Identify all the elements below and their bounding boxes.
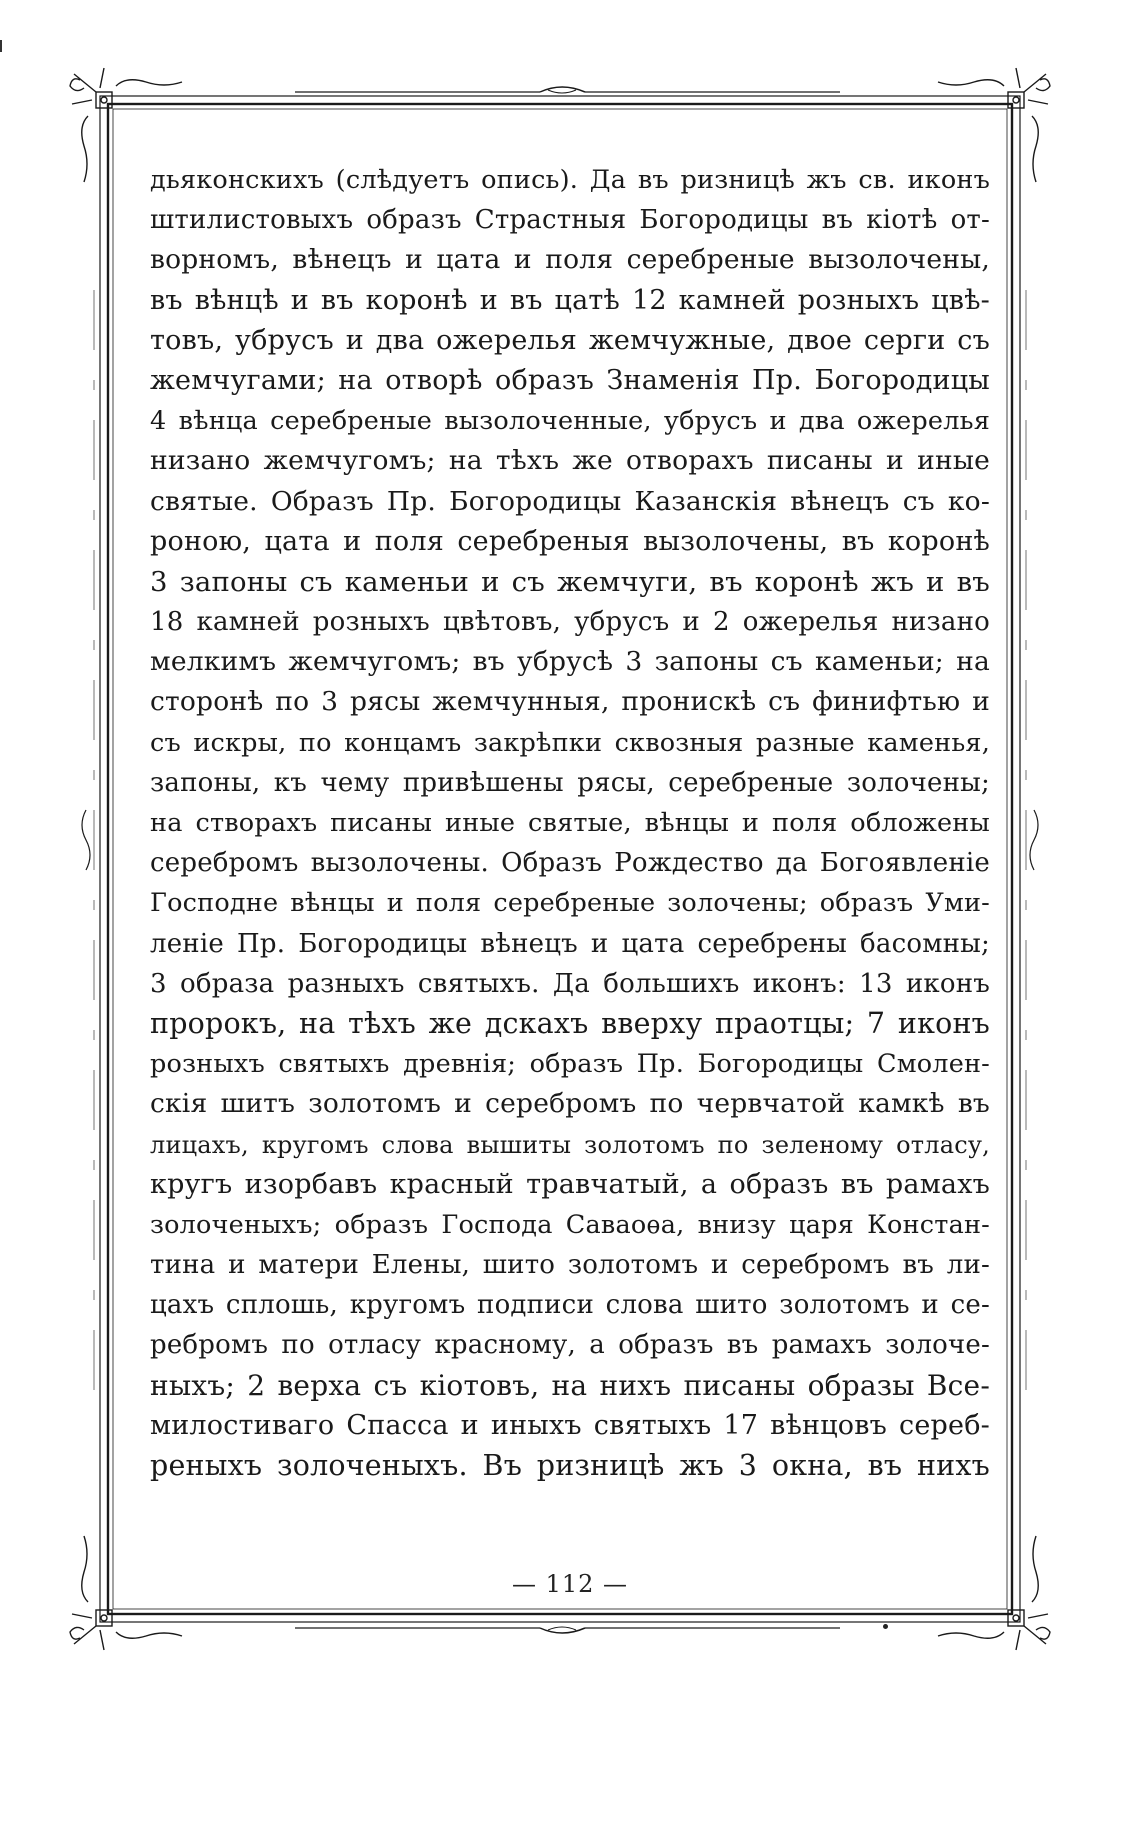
text-line: скія шитъ золотомъ и серебромъ по червчатой камкѣ въ — [150, 1088, 990, 1120]
text-line: сторонѣ по 3 рясы жемчунныя, пронискѣ съ финифтью и — [150, 686, 990, 718]
text-line: низано жемчугомъ; на тѣхъ же отворахъ писаны и иные — [150, 445, 990, 477]
text-line: 4 вѣнца серебреные вызолоченные, убрусъ и два ожерелья — [150, 406, 990, 437]
text-line: леніе Пр. Богородицы вѣнецъ и цата серебрены басомны; — [150, 928, 990, 959]
text-line: 3 образа разныхъ святыхъ. Да большихъ иконъ: 13 иконъ — [150, 968, 990, 999]
text-line: лицахъ, кругомъ слова вышиты золотомъ по зеленому отласу, — [150, 1130, 990, 1159]
text-line: 3 запоны съ каменьи и съ жемчуги, въ коронѣ жъ и въ — [150, 565, 990, 598]
text-line: съ искры, по концамъ закрѣпки сквозныя разные каменья, — [150, 727, 990, 758]
text-line: на створахъ писаны иные святые, вѣнцы и поля обложены — [150, 808, 990, 838]
body-text — [150, 160, 990, 1486]
page-number: — 112 — — [511, 1570, 629, 1598]
text-line: цахъ сплошь, кругомъ подписи слова шито золотомъ и се- — [150, 1290, 990, 1321]
text-line: тина и матери Елены, шито золотомъ и серебромъ въ ли- — [150, 1250, 990, 1281]
text-line: реныхъ золоченыхъ. Въ ризницѣ жъ 3 окна, въ нихъ — [150, 1449, 990, 1482]
text-line: милостиваго Спасса и иныхъ святыхъ 17 вѣнцовъ сереб- — [150, 1409, 990, 1441]
text-line: штилистовыхъ образъ Страстныя Богородицы въ кіотѣ от- — [150, 205, 990, 236]
text-line: серебромъ вызолочены. Образъ Рождество да Богоявленіе — [150, 848, 990, 879]
text-line: мелкимъ жемчугомъ; въ убрусѣ 3 запоны съ каменьи; на — [150, 646, 990, 678]
text-line: запоны, къ чему привѣшены рясы, серебреные золочены; — [150, 767, 990, 798]
text-line: розныхъ святыхъ древнія; образъ Пр. Богородицы Смолен- — [150, 1049, 990, 1080]
text-line: въ вѣнцѣ и въ коронѣ и въ цатѣ 12 камней розныхъ цвѣ- — [150, 284, 990, 316]
ink-speck — [883, 1624, 888, 1629]
text-line: Господне вѣнцы и поля серебреные золочены; образъ Уми- — [150, 888, 990, 919]
text-line: золоченыхъ; образъ Господа Саваоѳа, внизу царя Констан- — [150, 1209, 990, 1240]
text-line: ворномъ, вѣнецъ и цата и поля серебреные вызолочены, — [150, 244, 990, 276]
text-line: дьяконскихъ (слѣдуетъ опись). Да въ ризницѣ жъ св. иконъ — [150, 165, 990, 195]
text-line: ребромъ по отласу красному, а образъ въ рамахъ золоче- — [150, 1330, 990, 1361]
text-line: пророкъ, на тѣхъ же дскахъ вверху праотцы; 7 иконъ — [150, 1006, 990, 1040]
text-line: ныхъ; 2 верха съ кіотовъ, на нихъ писаны образы Все- — [150, 1368, 990, 1402]
text-line: товъ, убрусъ и два ожерелья жемчужные, двое серги съ — [150, 324, 990, 356]
text-line: жемчугами; на отворѣ образъ Знаменія Пр. Богородицы — [150, 364, 990, 396]
text-line: 18 камней розныхъ цвѣтовъ, убрусъ и 2 ожерелья низано — [150, 607, 990, 638]
text-line: кругъ изорбавъ красный травчатый, а образъ въ рамахъ — [150, 1168, 990, 1200]
text-line: святые. Образъ Пр. Богородицы Казанскія вѣнецъ съ ко- — [150, 485, 990, 517]
text-line: роною, цата и поля серебреныя вызолочены, въ коронѣ — [150, 525, 990, 557]
